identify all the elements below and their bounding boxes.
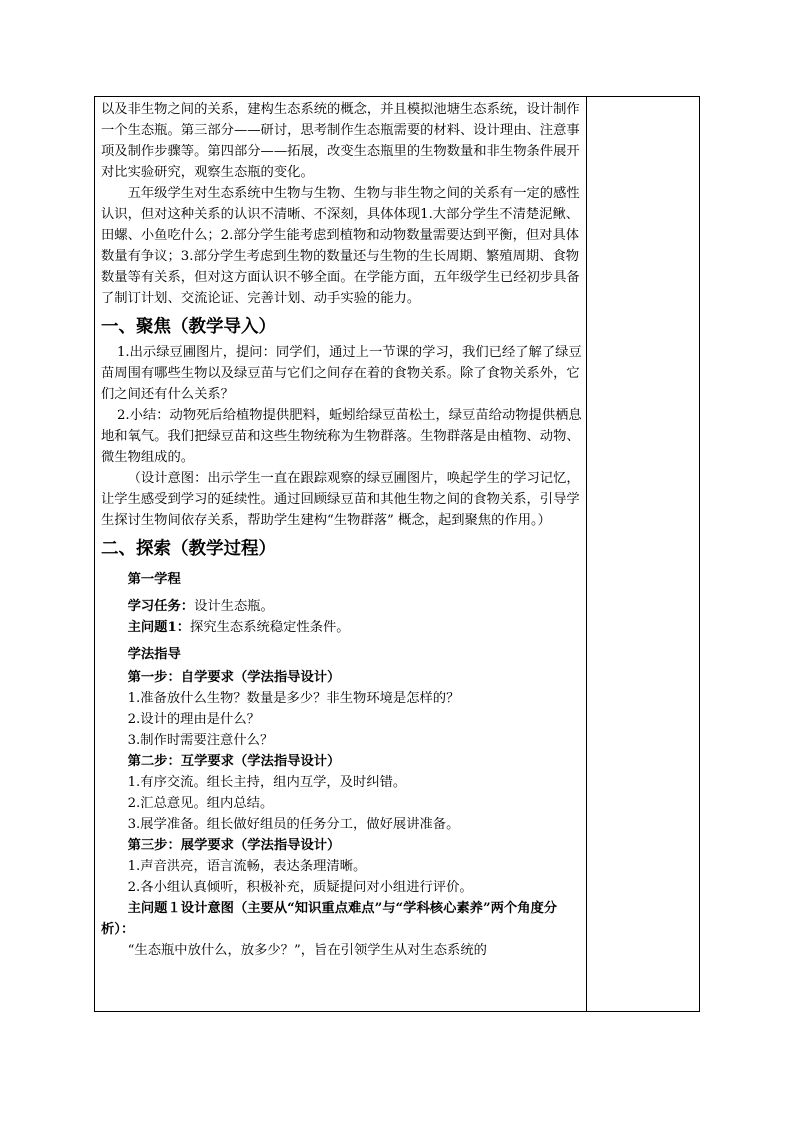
focus-item-2: 2.小结：动物死后给植物提供肥料，蚯蚓给绿豆苗松土，绿豆苗给动物提供栖息地和氧气。我们把绿豆苗和这些生物统称为生物群落。生物群落是由植物、动物、微生物组成的。 — [101, 408, 582, 465]
step2-title: 第二步：互学要求（学法指导设计） — [127, 754, 341, 769]
step3-item: 2.各小组认真倾听，积极补充，质疑提问对小组进行评价。 — [127, 880, 473, 895]
step1-title: 第一步：自学要求（学法指导设计） — [127, 670, 341, 685]
paragraph-student-analysis: 五年级学生对生态系统中生物与生物、生物与非生物之间的关系有一定的感性认识，但对这种关系的认识不清晰、不深刻，具体体现1.大部分学生不清楚泥鳅、田螺、小鱼吃什么；2.部分学生能考虑到植物和动物数量需要达到平衡，但对具体数量有争议；3.部分学生考虑到生物的数量还与生物的生长周期、繁殖周期、食物数量等有关系，但对这方面认识不够全面。在学能方面，五年级学生已经初步具备了制订计划、交流论证、完善计划、动手实验的能力。 — [101, 186, 580, 306]
step1-item: 3.制作时需要注意什么？ — [127, 733, 274, 748]
paragraph-lesson-structure: 以及非生物之间的关系，建构生态系统的概念，并且模拟池塘生态系统，设计制作一个生态瓶。第三部分——研讨，思考制作生态瓶需要的材料、设计理由、注意事项及制作步骤等。第四部分——拓展，改变生态瓶里的生物数量和非生物条件展开对比实验研究，观察生态瓶的变化。 — [101, 102, 580, 180]
step2-item: 2.汇总意见。组内总结。 — [127, 796, 274, 811]
focus-design-intent: （设计意图：出示学生一直在跟踪观察的绿豆圃图片，唤起学生的学习记忆，让学生感受到学习的延续性。通过回顾绿豆苗和其他生物之间的食物关系，引导学生探讨生物间依存关系，帮助学生建构“生物群落” 概念，起到聚焦的作用。） — [101, 471, 580, 528]
section-heading-focus: 一、聚焦（教学导入） — [101, 317, 276, 337]
learning-task — [101, 596, 583, 617]
paragraph-ecobottle: “生态瓶中放什么，放多少？”，旨在引领学生从对生态系统的 — [127, 943, 487, 958]
main-question-1 — [101, 617, 583, 638]
stage-title: 第一学程 — [127, 572, 181, 587]
task-label: 学习任务： — [127, 599, 195, 614]
content-cell — [101, 99, 583, 961]
step1-item: 2.设计的理由是什么？ — [127, 712, 260, 727]
question-text: 探究生态系统稳定性条件。 — [190, 620, 350, 635]
step3-title: 第三步：展学要求（学法指导设计） — [127, 838, 341, 853]
step3-item: 1.声音洪亮，语言流畅，表达条理清晰。 — [127, 859, 367, 874]
lesson-plan-table — [94, 96, 700, 1012]
question1-design-intent-title: 主问题１设计意图（主要从“知识重点难点”与“学科核心素养”两个角度分析）： — [101, 901, 558, 937]
method-guide-title: 学法指导 — [127, 647, 181, 662]
section-heading-explore: 二、探索（教学过程） — [101, 539, 276, 559]
column-divider — [586, 97, 587, 1011]
focus-item-1: 1.出示绿豆圃图片，提问：同学们，通过上一节课的学习，我们已经了解了绿豆苗周围有哪些生物以及绿豆苗与它们之间存在着的食物关系。除了食物关系外，它们之间还有什么关系？ — [101, 345, 582, 402]
question-label: 主问题1： — [127, 620, 191, 635]
step2-item: 1.有序交流。组长主持，组内互学，及时纠错。 — [127, 775, 407, 790]
step2-item: 3.展学准备。组长做好组员的任务分工，做好展讲准备。 — [127, 817, 460, 832]
step1-item: 1.准备放什么生物？数量是多少？非生物环境是怎样的？ — [127, 691, 460, 706]
task-text: 设计生态瓶。 — [194, 599, 274, 614]
